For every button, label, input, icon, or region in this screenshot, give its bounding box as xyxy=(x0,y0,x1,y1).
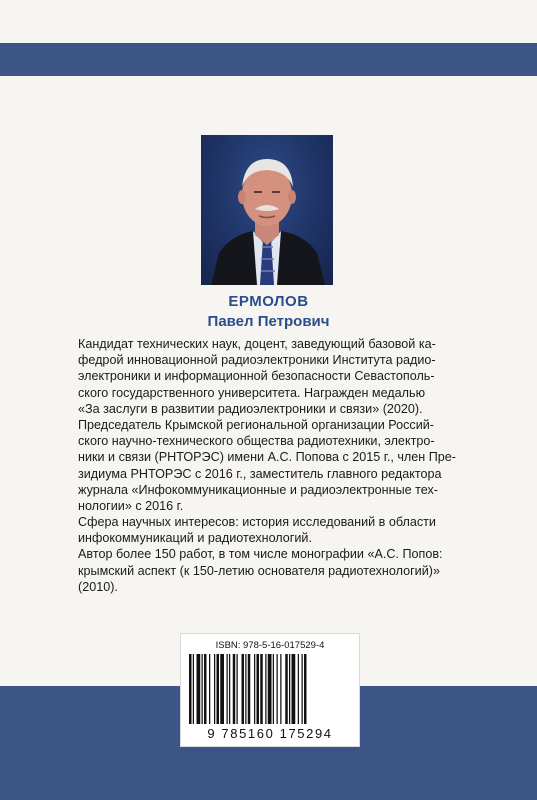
bio-line: Кандидат технических наук, доцент, заведующий базовой ка- xyxy=(78,337,436,351)
barcode-bars xyxy=(189,654,351,726)
bio-line: зидиума РНТОРЭС с 2016 г., заместитель главного редактора xyxy=(78,466,442,481)
bio-line: «За заслуги в развитии радиоэлектроники и связи» (2020). xyxy=(78,401,423,416)
isbn-label: ISBN: 978-5-16-017529-4 xyxy=(215,640,325,651)
bio-line: Председатель Крымской региональной организации Россий- xyxy=(78,417,434,432)
bio-line: нологии» с 2016 г. xyxy=(78,498,184,513)
bio-line: журнала «Инфокоммуникационные и радиоэлектронные тех- xyxy=(78,482,438,497)
author-surname: ЕРМОЛОВ xyxy=(228,293,309,310)
bio-line: крымский аспект (к 150-летию основателя радиотехнологий)» xyxy=(78,563,440,578)
author-portrait xyxy=(201,135,333,285)
bio-line: электроники и информационной безопасности Севастополь- xyxy=(78,369,435,384)
isbn-barcode xyxy=(180,633,360,747)
bio-line: ского государственного университета. Награжден медалью xyxy=(78,385,426,400)
bio-line: ского научно-технического общества радиотехники, электро- xyxy=(78,434,435,449)
barcode-digits: 9 785160 175294 xyxy=(207,726,333,741)
author-biography xyxy=(78,336,470,595)
bio-line: (2010). xyxy=(78,579,118,594)
bio-line: Автор более 150 работ, в том числе монографии «А.С. Попов: xyxy=(78,547,443,562)
top-color-band xyxy=(0,43,537,76)
bio-line: Сфера научных интересов: история исследований в области xyxy=(78,515,436,530)
bio-line: инфокоммуникаций и радиотехнологий. xyxy=(78,531,312,546)
bio-line: федрой инновационной радиоэлектроники Института радио- xyxy=(78,353,436,368)
author-portrait-image xyxy=(201,135,333,285)
author-given-name: Павел Петрович xyxy=(207,313,330,330)
bio-line: ники и связи (РНТОРЭС) имени А.С. Попова с 2015 г., член Пре- xyxy=(78,450,456,465)
